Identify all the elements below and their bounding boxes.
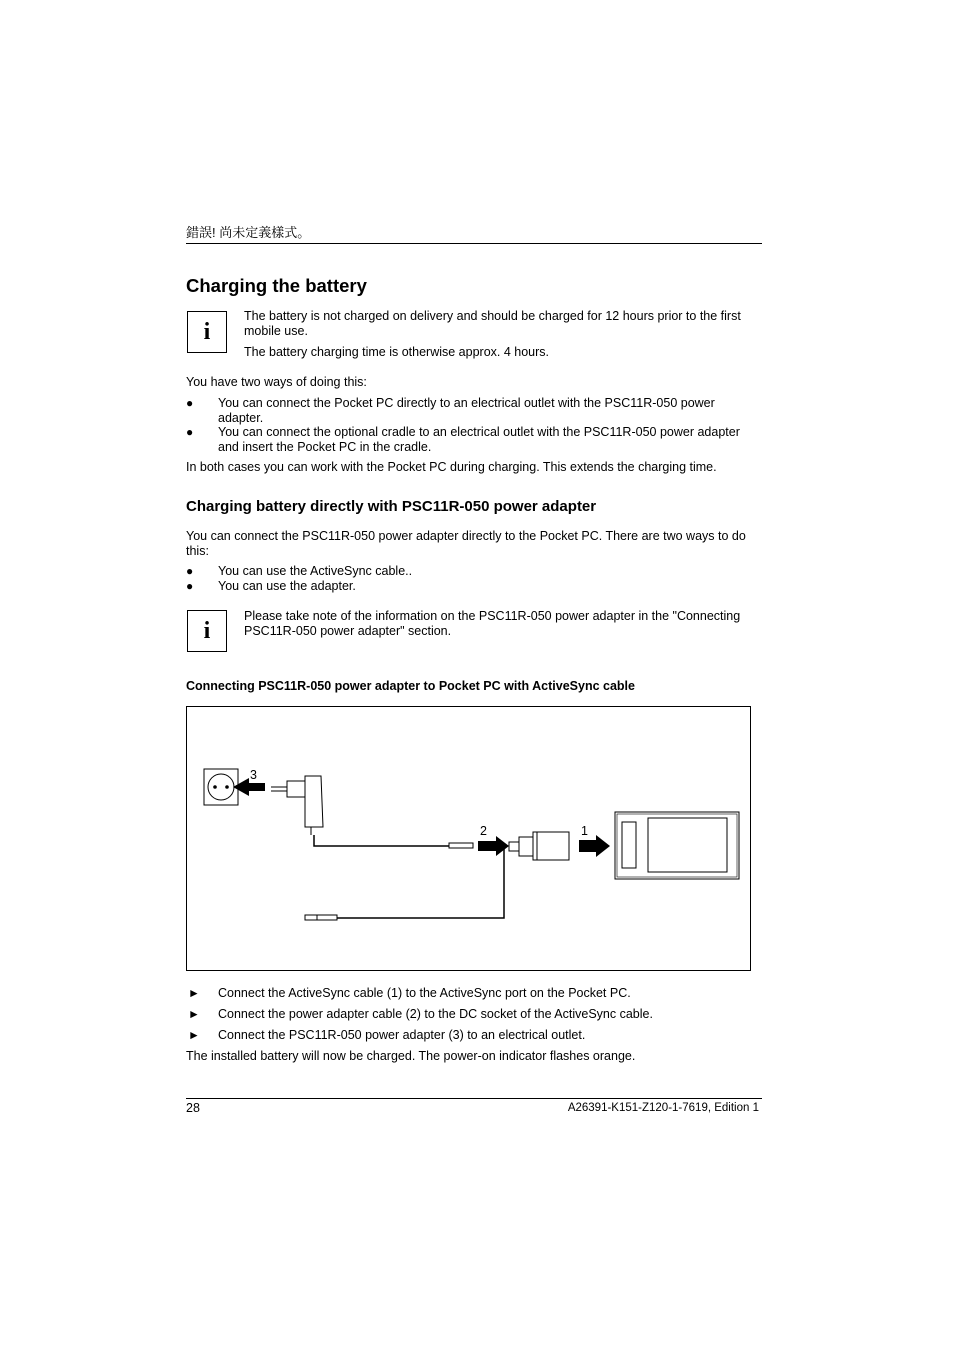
bullet-item-1: You can connect the Pocket PC directly to an electrical outlet with the PSC11R-050 power adapter. [218,396,715,425]
pocket-pc [615,812,739,879]
bullet-glyph: ● [186,425,194,439]
step-1: Connect the ActiveSync cable (1) to the ActiveSync port on the Pocket PC. [218,986,631,1000]
info-text-2: The battery charging time is otherwise approx. 4 hours. [244,345,550,359]
activesync-connector [509,832,569,860]
result-text: The installed battery will now be charged. The power-on indicator flashes orange. [186,1049,636,1063]
sub-bullet-1: You can use the ActiveSync cable.. [218,564,413,578]
bullet-glyph: ● [186,564,194,578]
info-text-1: The battery is not charged on delivery and should be charged for 12 hours prior to the first mobile use. [244,309,741,338]
diagram-svg [187,707,752,972]
step-2: Connect the power adapter cable (2) to the DC socket of the ActiveSync cable. [218,1007,653,1021]
bullet-glyph: ● [186,396,194,410]
note-text: In both cases you can work with the Pocket PC during charging. This extends the charging time. [186,460,717,474]
bullet-glyph: ● [186,579,194,593]
connection-diagram [186,706,751,971]
procedure-title: Connecting PSC11R-050 power adapter to Pocket PC with ActiveSync cable [186,679,635,693]
info-text-3: Please take note of the information on the PSC11R-050 power adapter in the "Connecting PSC11R-050 power adapter" section. [244,609,741,638]
intro-text: You have two ways of doing this: [186,375,367,389]
bullet-item-2: You can connect the optional cradle to an electrical outlet with the PSC11R-050 power adapter and insert the Pocket PC in the cradle. [218,425,740,454]
document-reference: A26391-K151-Z120-1-7619, Edition 1 [567,1102,759,1114]
label-1: 1 [581,824,588,838]
label-3: 3 [250,768,257,782]
info-icon: i [187,610,227,652]
label-2: 2 [480,824,487,838]
arrow-1 [579,835,610,857]
info-icon: i [187,311,227,353]
running-header: 錯誤! 尚未定義樣式。 [186,225,311,240]
step-arrow-icon: ► [188,986,200,1000]
subsection-title: Charging battery directly with PSC11R-050 power adapter [186,498,597,515]
step-3: Connect the PSC11R-050 power adapter (3) to an electrical outlet. [218,1028,586,1042]
wall-outlet [204,769,238,805]
step-arrow-icon: ► [188,1007,200,1021]
sub-bullet-2: You can use the adapter. [218,579,356,593]
power-adapter [271,776,323,845]
subsection-intro: You can connect the PSC11R-050 power adapter directly to the Pocket PC. There are two ways to do this: [186,529,746,558]
header-rule [186,243,762,244]
section-title: Charging the battery [186,275,367,296]
page-number: 28 [186,1101,200,1115]
step-arrow-icon: ► [188,1028,200,1042]
footer-rule [186,1098,762,1099]
